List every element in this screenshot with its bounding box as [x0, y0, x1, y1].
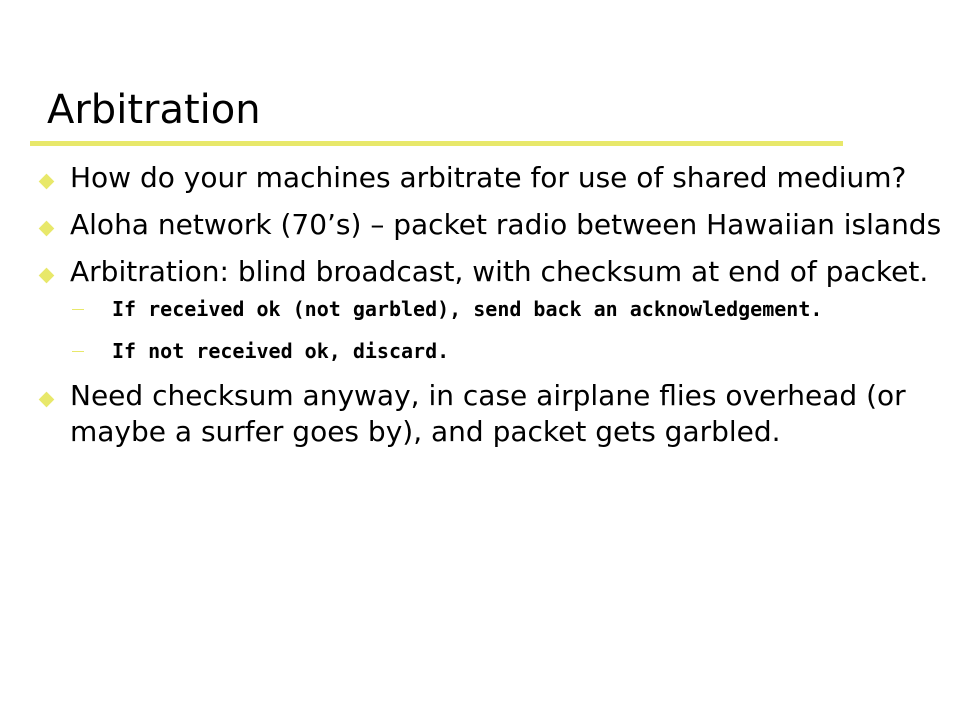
sub-bullet-item: [70, 294, 955, 324]
slide-title: Arbitration: [47, 87, 261, 133]
diamond-bullet-icon: [39, 392, 55, 408]
dash-bullet-icon: [72, 309, 84, 310]
bullet-text: How do your machines arbitrate for use of shared medium?: [70, 161, 907, 194]
bullet-list: [40, 160, 955, 461]
sub-bullet-text: If received ok (not garbled), send back an acknowledgement.: [112, 297, 823, 321]
sub-bullet-list: [70, 294, 955, 366]
sub-bullet-text: If not received ok, discard.: [112, 339, 450, 363]
sub-bullet-item: [70, 336, 955, 366]
diamond-bullet-icon: [39, 268, 55, 284]
bullet-item: [40, 378, 955, 450]
bullet-item: [40, 254, 955, 366]
title-underline: [30, 141, 843, 146]
bullet-text: Arbitration: blind broadcast, with checksum at end of packet.: [70, 255, 929, 288]
dash-bullet-icon: [72, 351, 84, 352]
bullet-text: Need checksum anyway, in case airplane flies overhead (or maybe a surfer goes by), and packet gets garbled.: [70, 379, 906, 448]
bullet-text: Aloha network (70’s) – packet radio between Hawaiian islands: [70, 208, 942, 241]
diamond-bullet-icon: [39, 174, 55, 190]
bullet-item: [40, 207, 955, 243]
bullet-item: [40, 160, 955, 196]
diamond-bullet-icon: [39, 221, 55, 237]
